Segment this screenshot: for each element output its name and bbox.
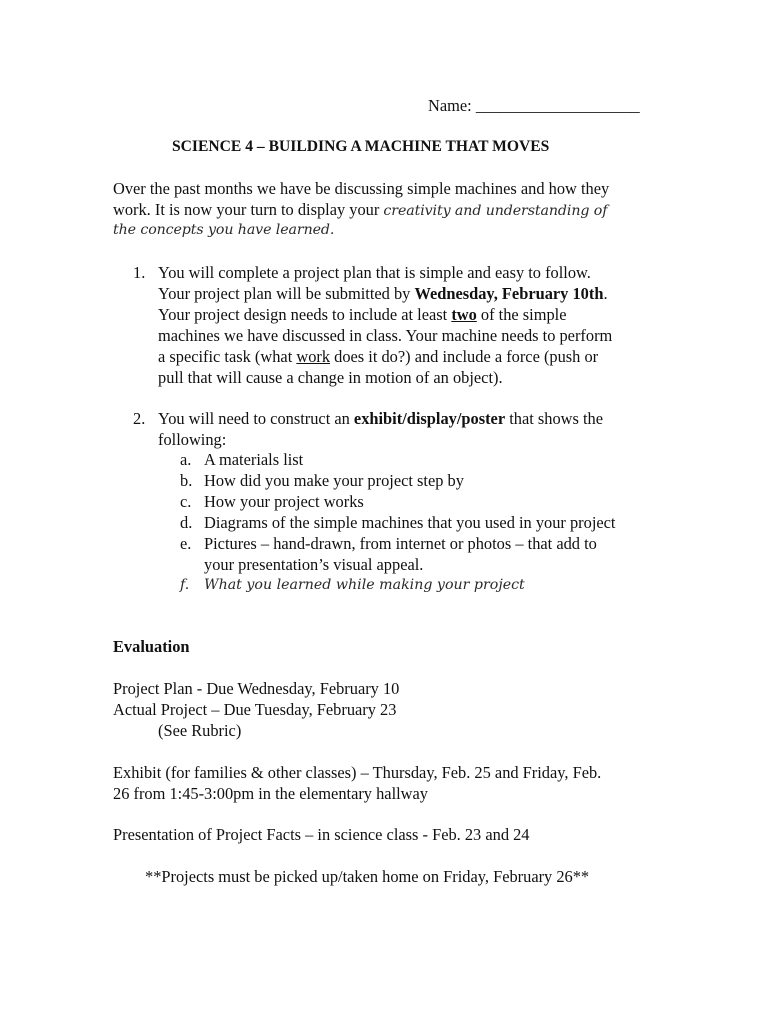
item-1-line-3 — [158, 304, 567, 325]
item-1-line-6: pull that will cause a change in motion of an object). — [158, 368, 503, 387]
exhibit-emphasis: exhibit/display/poster — [353, 409, 506, 428]
subitem-c-letter: c. — [180, 492, 192, 511]
name-blank: ____________________ — [475, 96, 640, 115]
item-2-line-2: following: — [158, 430, 227, 449]
item-2-line-1-text: You will need to construct an — [158, 409, 354, 428]
exhibit-line-2: 26 from 1:45-3:00pm in the elementary hallway — [113, 784, 428, 803]
intro-line-1: Over the past months we have be discussing simple machines and how they — [113, 179, 610, 198]
emphasis-work: work — [296, 347, 331, 366]
exhibit-line-1: Exhibit (for families & other classes) – Thursday, Feb. 25 and Friday, Feb. — [113, 763, 602, 782]
item-1-line-5-end: does it do?) and include a force (push or — [330, 347, 599, 366]
pickup-notice: **Projects must be picked up/taken home on Friday, February 26** — [145, 867, 590, 886]
subitem-f-text: What you learned while making your project — [204, 577, 525, 593]
name-label: Name: — [428, 96, 472, 115]
item-2-number: 2. — [133, 409, 146, 428]
subitem-d-text: Diagrams of the simple machines that you used in your project — [204, 513, 616, 532]
item-1-line-2-end: . — [603, 284, 608, 303]
name-field — [428, 95, 640, 116]
item-1-line-1: You will complete a project plan that is simple and easy to follow. — [158, 263, 591, 282]
subitem-b-text: How did you make your project step by — [204, 471, 464, 490]
evaluation-heading: Evaluation — [113, 637, 190, 656]
item-2-line-1 — [158, 408, 603, 429]
intro-line-2-italic: creativity and understanding of — [383, 203, 608, 219]
page-title: SCIENCE 4 – BUILDING A MACHINE THAT MOVES — [172, 138, 550, 155]
item-2-line-1-end: that shows the — [505, 409, 603, 428]
item-1-number: 1. — [133, 263, 146, 282]
item-1-line-2 — [158, 283, 608, 304]
evaluation-plan-due: Project Plan - Due Wednesday, February 10 — [113, 679, 400, 698]
presentation-line: Presentation of Project Facts – in science class - Feb. 23 and 24 — [113, 825, 530, 844]
evaluation-actual-due: Actual Project – Due Tuesday, February 23 — [113, 700, 397, 719]
subitem-e-continuation: your presentation’s visual appeal. — [204, 555, 424, 574]
item-1-line-4: machines we have discussed in class. Your machine needs to perform — [158, 326, 613, 345]
subitem-e-letter: e. — [180, 534, 192, 553]
intro-line-2 — [113, 199, 607, 222]
item-1-line-5 — [158, 346, 598, 367]
subitem-a-text: A materials list — [204, 450, 304, 469]
subitem-a-letter: a. — [180, 450, 192, 469]
due-date-plan: Wednesday, February 10th — [414, 284, 604, 303]
item-1-line-2-text: Your project plan will be submitted by — [158, 284, 415, 303]
evaluation-rubric-note: (See Rubric) — [158, 721, 242, 740]
subitem-c-text: How your project works — [204, 492, 364, 511]
intro-line-3: the concepts you have learned. — [113, 222, 335, 238]
subitem-d-letter: d. — [180, 513, 193, 532]
subitem-f-letter: f. — [180, 577, 190, 593]
intro-line-2-text: work. It is now your turn to display your — [113, 200, 384, 219]
item-1-line-3-text: Your project design needs to include at least — [158, 305, 452, 324]
subitem-b-letter: b. — [180, 471, 193, 490]
item-1-line-5-text: a specific task (what — [158, 347, 297, 366]
emphasis-two: two — [451, 305, 477, 324]
subitem-e-text: Pictures – hand-drawn, from internet or photos – that add to — [204, 534, 597, 553]
item-1-line-3-end: of the simple — [476, 305, 567, 324]
